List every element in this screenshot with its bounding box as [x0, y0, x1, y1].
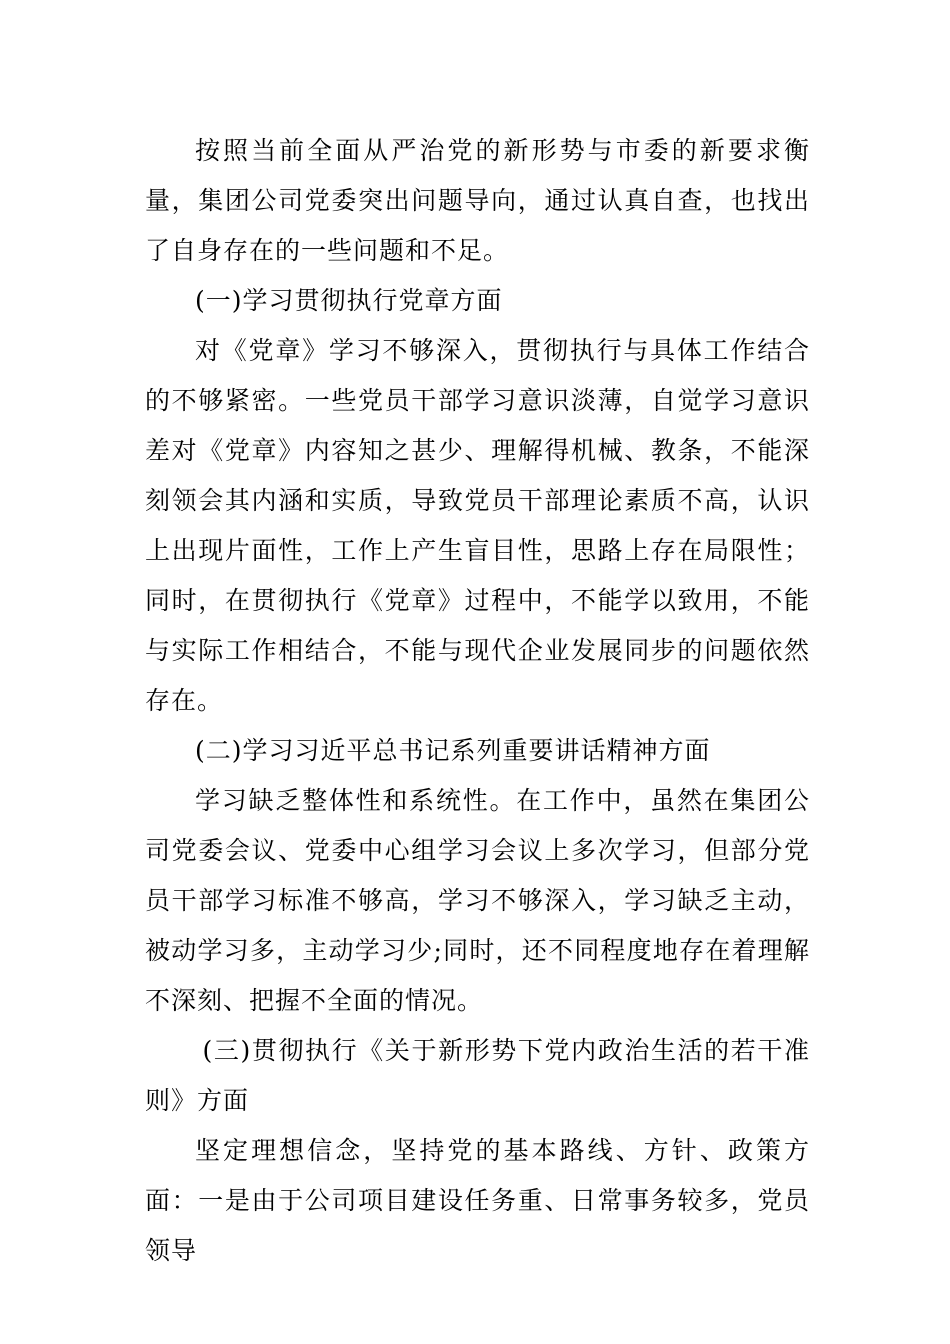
section-heading-2: (二)学习习近平总书记系列重要讲话精神方面 [195, 736, 711, 765]
section-heading-3: (三)贯彻执行《关于新形势下党内政治生活的若干准则》方面 [145, 1036, 810, 1115]
paragraph-section-2: 学习缺乏整体性和系统性。在工作中，虽然在集团公司党委会议、党委中心组学习会议上多次学习，但部分党员干部学习标准不够高，学习不够深入，学习缺乏主动，被动学习多，主动学习少;同时，还不同程度地存在着理解不深刻、把握不全面的情况。 [145, 786, 810, 1015]
document-body [145, 126, 810, 1276]
section-heading-1: (一)学习贯彻执行党章方面 [195, 286, 503, 315]
paragraph-section-1: 对《党章》学习不够深入，贯彻执行与具体工作结合的不够紧密。一些党员干部学习意识淡薄，自觉学习意识差对《党章》内容知之甚少、理解得机械、教条，不能深刻领会其内涵和实质，导致党员干部理论素质不高，认识上出现片面性，工作上产生盲目性，思路上存在局限性；同时，在贯彻执行《党章》过程中，不能学以致用，不能与实际工作相结合，不能与现代企业发展同步的问题依然存在。 [145, 336, 810, 715]
paragraph-section-3: 坚定理想信念，坚持党的基本路线、方针、政策方面：一是由于公司项目建设任务重、日常事务较多，党员领导 [145, 1136, 810, 1265]
paragraph-intro: 按照当前全面从严治党的新形势与市委的新要求衡量，集团公司党委突出问题导向，通过认真自查，也找出了自身存在的一些问题和不足。 [145, 136, 810, 265]
